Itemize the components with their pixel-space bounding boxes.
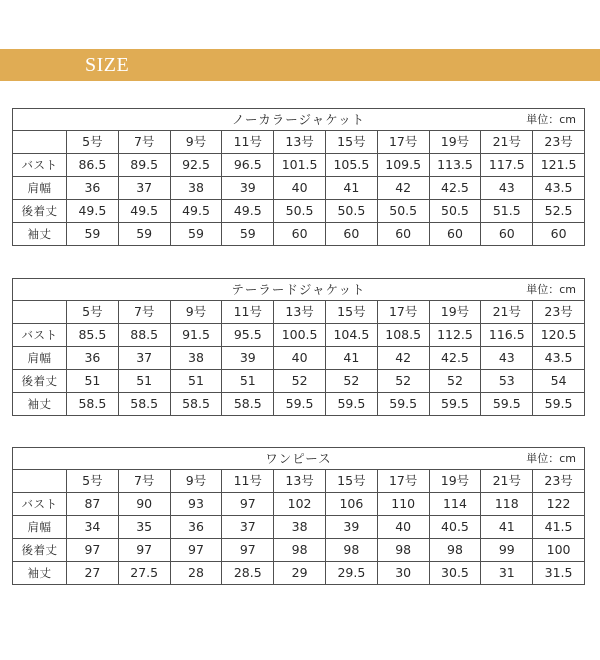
value-cell: 52.5 [533,200,585,223]
row-label: 肩幅 [13,177,67,200]
value-cell: 93 [170,493,222,516]
row-label: 後着丈 [13,200,67,223]
value-cell: 37 [222,516,274,539]
value-cell: 58.5 [67,393,119,416]
value-cell: 42 [377,347,429,370]
value-cell: 50.5 [377,200,429,223]
table-row [13,177,585,200]
row-label: 後着丈 [13,539,67,562]
value-cell: 27 [67,562,119,585]
row-label: 肩幅 [13,516,67,539]
value-cell: 39 [222,177,274,200]
value-cell: 114 [429,493,481,516]
value-cell: 86.5 [67,154,119,177]
table-title: ワンピース [265,451,332,466]
value-cell: 89.5 [118,154,170,177]
value-cell: 108.5 [377,324,429,347]
value-cell: 97 [118,539,170,562]
value-cell: 42.5 [429,177,481,200]
value-cell: 112.5 [429,324,481,347]
unit-label: 単位：cm [526,113,576,126]
value-cell: 29.5 [325,562,377,585]
value-cell: 59.5 [274,393,326,416]
value-cell: 54 [533,370,585,393]
row-label: 肩幅 [13,347,67,370]
value-cell: 88.5 [118,324,170,347]
table-title: テーラードジャケット [231,282,366,297]
size-header-cell: 17号 [377,131,429,154]
value-cell: 59.5 [481,393,533,416]
value-cell: 105.5 [325,154,377,177]
value-cell: 43 [481,177,533,200]
value-cell: 97 [67,539,119,562]
size-header-cell: 17号 [377,301,429,324]
size-header-cell: 13号 [274,131,326,154]
unit-label: 単位：cm [526,452,576,465]
value-cell: 37 [118,347,170,370]
banner-title: SIZE [85,54,130,76]
size-table-one-piece [12,447,585,585]
value-cell: 41 [481,516,533,539]
corner-cell [13,131,67,154]
value-cell: 49.5 [67,200,119,223]
value-cell: 34 [67,516,119,539]
value-cell: 59.5 [377,393,429,416]
value-cell: 52 [274,370,326,393]
value-cell: 50.5 [325,200,377,223]
value-cell: 59 [222,223,274,246]
value-cell: 90 [118,493,170,516]
size-header-cell: 13号 [274,470,326,493]
value-cell: 60 [377,223,429,246]
value-cell: 43.5 [533,347,585,370]
value-cell: 27.5 [118,562,170,585]
size-header-cell: 5号 [67,470,119,493]
size-header-cell: 23号 [533,131,585,154]
value-cell: 85.5 [67,324,119,347]
table-row [13,562,585,585]
size-header-cell: 15号 [325,131,377,154]
value-cell: 121.5 [533,154,585,177]
value-cell: 59 [170,223,222,246]
value-cell: 50.5 [274,200,326,223]
value-cell: 37 [118,177,170,200]
value-cell: 29 [274,562,326,585]
value-cell: 39 [222,347,274,370]
table-row [13,370,585,393]
row-label: 後着丈 [13,370,67,393]
size-header-cell: 23号 [533,301,585,324]
unit-label: 単位：cm [526,283,576,296]
size-header-row [13,301,585,324]
size-header-cell: 7号 [118,301,170,324]
size-header-cell: 19号 [429,301,481,324]
size-header-cell: 9号 [170,301,222,324]
table-row [13,347,585,370]
size-header-cell: 7号 [118,470,170,493]
value-cell: 87 [67,493,119,516]
value-cell: 28 [170,562,222,585]
value-cell: 59.5 [429,393,481,416]
value-cell: 98 [377,539,429,562]
table-title-row [13,279,585,301]
size-header-cell: 7号 [118,131,170,154]
value-cell: 59.5 [325,393,377,416]
size-header-cell: 11号 [222,301,274,324]
value-cell: 43 [481,347,533,370]
value-cell: 116.5 [481,324,533,347]
value-cell: 60 [481,223,533,246]
table-row [13,200,585,223]
value-cell: 51 [67,370,119,393]
size-banner [0,49,600,81]
value-cell: 40 [377,516,429,539]
value-cell: 60 [533,223,585,246]
value-cell: 51.5 [481,200,533,223]
size-header-cell: 21号 [481,470,533,493]
value-cell: 40 [274,177,326,200]
size-header-cell: 19号 [429,470,481,493]
value-cell: 43.5 [533,177,585,200]
value-cell: 59 [67,223,119,246]
size-header-cell: 5号 [67,131,119,154]
value-cell: 109.5 [377,154,429,177]
value-cell: 106 [325,493,377,516]
size-header-cell: 9号 [170,470,222,493]
value-cell: 95.5 [222,324,274,347]
row-label: 袖丈 [13,393,67,416]
size-header-cell: 21号 [481,131,533,154]
value-cell: 41.5 [533,516,585,539]
size-header-row [13,131,585,154]
size-header-cell: 11号 [222,470,274,493]
size-header-cell: 15号 [325,470,377,493]
row-label: バスト [13,154,67,177]
table-row [13,223,585,246]
size-header-cell: 23号 [533,470,585,493]
value-cell: 42 [377,177,429,200]
value-cell: 51 [222,370,274,393]
value-cell: 98 [274,539,326,562]
value-cell: 96.5 [222,154,274,177]
row-label: バスト [13,493,67,516]
value-cell: 40.5 [429,516,481,539]
value-cell: 36 [67,347,119,370]
table-row [13,516,585,539]
table-row [13,493,585,516]
value-cell: 30.5 [429,562,481,585]
size-table-no-collar-jacket [12,108,585,246]
size-header-cell: 19号 [429,131,481,154]
value-cell: 35 [118,516,170,539]
value-cell: 31.5 [533,562,585,585]
value-cell: 53 [481,370,533,393]
value-cell: 58.5 [222,393,274,416]
value-cell: 41 [325,347,377,370]
size-header-row [13,470,585,493]
value-cell: 110 [377,493,429,516]
value-cell: 120.5 [533,324,585,347]
value-cell: 97 [170,539,222,562]
table-title: ノーカラージャケット [231,112,366,127]
size-header-cell: 17号 [377,470,429,493]
size-table-tailored-jacket [12,278,585,416]
value-cell: 113.5 [429,154,481,177]
value-cell: 52 [377,370,429,393]
value-cell: 36 [170,516,222,539]
value-cell: 98 [325,539,377,562]
value-cell: 38 [170,347,222,370]
value-cell: 38 [170,177,222,200]
value-cell: 58.5 [170,393,222,416]
value-cell: 31 [481,562,533,585]
value-cell: 38 [274,516,326,539]
value-cell: 49.5 [118,200,170,223]
value-cell: 117.5 [481,154,533,177]
value-cell: 39 [325,516,377,539]
table-title-row [13,448,585,470]
value-cell: 49.5 [170,200,222,223]
value-cell: 42.5 [429,347,481,370]
row-label: 袖丈 [13,562,67,585]
table-row [13,393,585,416]
value-cell: 58.5 [118,393,170,416]
value-cell: 122 [533,493,585,516]
value-cell: 49.5 [222,200,274,223]
value-cell: 102 [274,493,326,516]
value-cell: 51 [170,370,222,393]
corner-cell [13,301,67,324]
value-cell: 100 [533,539,585,562]
value-cell: 59.5 [533,393,585,416]
value-cell: 98 [429,539,481,562]
value-cell: 52 [429,370,481,393]
size-header-cell: 11号 [222,131,274,154]
table-row [13,539,585,562]
value-cell: 91.5 [170,324,222,347]
value-cell: 59 [118,223,170,246]
value-cell: 28.5 [222,562,274,585]
size-header-cell: 9号 [170,131,222,154]
value-cell: 99 [481,539,533,562]
value-cell: 101.5 [274,154,326,177]
value-cell: 51 [118,370,170,393]
size-header-cell: 5号 [67,301,119,324]
value-cell: 92.5 [170,154,222,177]
size-header-cell: 21号 [481,301,533,324]
value-cell: 60 [429,223,481,246]
size-header-cell: 13号 [274,301,326,324]
value-cell: 60 [325,223,377,246]
value-cell: 52 [325,370,377,393]
value-cell: 36 [67,177,119,200]
table-title-row [13,109,585,131]
corner-cell [13,470,67,493]
value-cell: 97 [222,493,274,516]
value-cell: 100.5 [274,324,326,347]
table-row [13,324,585,347]
value-cell: 30 [377,562,429,585]
size-header-cell: 15号 [325,301,377,324]
value-cell: 118 [481,493,533,516]
row-label: 袖丈 [13,223,67,246]
value-cell: 50.5 [429,200,481,223]
value-cell: 104.5 [325,324,377,347]
value-cell: 97 [222,539,274,562]
value-cell: 41 [325,177,377,200]
value-cell: 40 [274,347,326,370]
row-label: バスト [13,324,67,347]
table-row [13,154,585,177]
value-cell: 60 [274,223,326,246]
